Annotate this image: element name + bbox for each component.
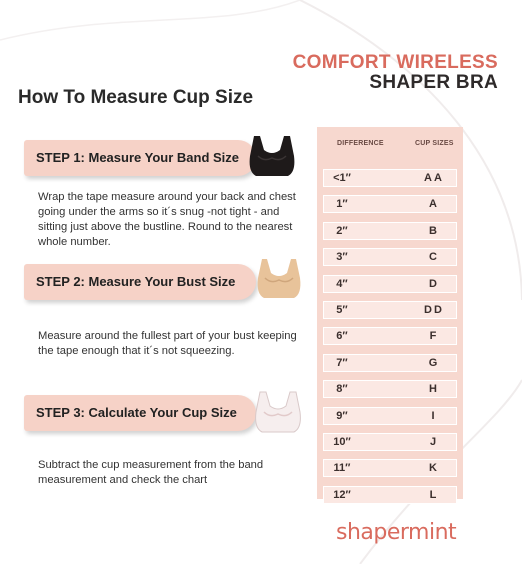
chart-cell-difference: 9″ xyxy=(336,409,348,422)
step-1-label: STEP 1: Measure Your Band Size xyxy=(36,150,240,165)
black-bra-icon xyxy=(244,132,300,180)
step-2-label: STEP 2: Measure Your Bust Size xyxy=(36,274,236,289)
chart-row xyxy=(323,380,457,398)
white-bra-icon xyxy=(250,388,306,436)
chart-row xyxy=(323,195,457,213)
chart-cell-difference: 1″ xyxy=(336,198,348,211)
chart-cell-cup-size: DD xyxy=(424,304,444,316)
chart-row xyxy=(323,169,457,187)
chart-row xyxy=(323,433,457,451)
chart-cell-cup-size: AA xyxy=(424,172,444,184)
chart-row xyxy=(323,354,457,372)
chart-cell-cup-size: F xyxy=(429,330,439,343)
shapermint-logo: shapermint xyxy=(336,520,457,545)
chart-cell-difference: 11″ xyxy=(333,462,351,475)
chart-cell-difference: 2″ xyxy=(336,224,348,237)
chart-cell-cup-size: J xyxy=(429,436,439,448)
chart-row xyxy=(323,459,457,477)
chart-row xyxy=(323,248,457,266)
page-title: How To Measure Cup Size xyxy=(18,87,254,108)
step-3-label: STEP 3: Calculate Your Cup Size xyxy=(36,405,237,420)
chart-row xyxy=(323,275,457,293)
chart-header-difference: DIFFERENCE xyxy=(337,140,384,147)
chart-cell-difference: 6″ xyxy=(336,330,348,343)
step-3-banner xyxy=(24,395,256,431)
step-1-banner xyxy=(24,140,256,176)
step-3-description: Subtract the cup measurement from the band measurement and check the chart xyxy=(38,459,264,486)
chart-header-cup-sizes: CUP SIZES xyxy=(415,140,454,147)
chart-cell-difference: 5″ xyxy=(336,304,348,316)
chart-cell-difference: 12″ xyxy=(333,488,351,501)
chart-cell-difference: 8″ xyxy=(336,383,348,396)
chart-cell-cup-size: L xyxy=(429,488,439,501)
chart-cell-cup-size: A xyxy=(429,198,439,211)
brand-title-line2: SHAPER BRA xyxy=(369,71,498,93)
step-2-description: Measure around the fullest part of your bust keeping the tape enough that it´s not squeezing. xyxy=(38,330,297,357)
chart-cell-difference: 4″ xyxy=(336,277,348,290)
chart-cell-cup-size: K xyxy=(429,462,439,475)
step-1-description: Wrap the tape measure around your back and chest going under the arms so it´s snug -not tight - and sitting just above the bustline. Round to the nearest whole number. xyxy=(38,191,296,248)
chart-cell-difference: 3″ xyxy=(336,251,348,264)
chart-cell-difference: 10″ xyxy=(333,436,351,448)
chart-cell-cup-size: C xyxy=(429,251,439,264)
brand-title xyxy=(293,53,498,93)
step-2-banner xyxy=(24,264,256,300)
chart-cell-cup-size: I xyxy=(431,409,437,422)
chart-cell-cup-size: D xyxy=(429,277,439,290)
chart-cell-difference: 7″ xyxy=(336,356,348,369)
chart-row xyxy=(323,222,457,240)
chart-cell-cup-size: B xyxy=(429,224,439,237)
brand-title-line1: COMFORT WIRELESS xyxy=(292,52,498,73)
chart-row xyxy=(323,327,457,345)
chart-cell-difference: <1″ xyxy=(333,172,351,184)
chart-row xyxy=(323,301,457,319)
chart-row xyxy=(323,407,457,425)
nude-bra-icon xyxy=(252,256,306,302)
chart-cell-cup-size: H xyxy=(429,383,439,396)
chart-row xyxy=(323,486,457,504)
chart-cell-cup-size: G xyxy=(428,356,440,369)
